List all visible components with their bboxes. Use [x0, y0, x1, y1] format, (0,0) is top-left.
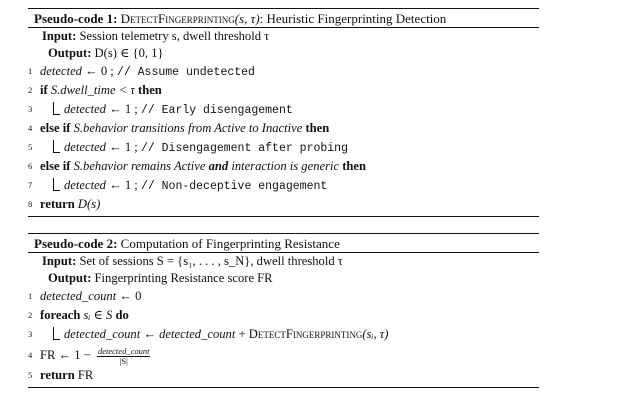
- output-line: Output: D(s) ∈ {0, 1}: [48, 46, 164, 60]
- title-text: Computation of Fingerprinting Resistance: [117, 236, 340, 251]
- algo-label: Pseudo-code 1:: [34, 11, 118, 26]
- line-number: 5: [28, 142, 33, 152]
- code-line-3: 3 detected ← 1 ; // Early disengagement: [28, 102, 293, 117]
- code-line-5: 5 return FR: [28, 366, 539, 385]
- function-name: DetectFingerprinting: [120, 11, 235, 26]
- block-bracket: [53, 140, 60, 153]
- fraction: $\frac{\text{detected\_count}}{|S|}$: [98, 345, 150, 366]
- pseudo-code-2: [28, 233, 539, 388]
- code-line-2: 2 if S.dwell_time < τ then: [28, 81, 539, 100]
- code-comment: // Non-deceptive engagement: [140, 180, 328, 193]
- title-text: : Heuristic Fingerprinting Detection: [259, 11, 447, 26]
- code-line-1: 1 detected ← 0 ; // Assume undetected: [28, 64, 255, 79]
- line-number: 1: [28, 66, 33, 76]
- code-line-3: 3 detected_count ← detected_count + DetectFingerprinting(sᵢ, τ): [28, 325, 539, 344]
- line-number: 4: [28, 123, 33, 133]
- input-line: Input: Session telemetry s, dwell threshold τ: [42, 29, 270, 43]
- bottom-rule: [28, 387, 539, 388]
- code-line-1: 1 detected_count ← 0: [28, 287, 539, 306]
- code-comment: // Assume undetected: [116, 66, 255, 79]
- block-bracket: [53, 327, 60, 340]
- code-line-2: 2 foreach sᵢ ∈ S do: [28, 306, 539, 325]
- code-line-4: 4 FR ← 1 − $\frac{\text{detected\_count}}{|S|}$: [28, 345, 150, 366]
- line-number: 6: [28, 161, 33, 171]
- line-number: 8: [28, 199, 33, 209]
- line-number: 7: [28, 180, 33, 190]
- line-number: 3: [28, 104, 33, 114]
- code-comment: // Early disengagement: [140, 104, 293, 117]
- pseudo-code-1: [28, 8, 539, 217]
- code-line-7: 7 detected ← 1 ; // Non-deceptive engagement: [28, 178, 328, 193]
- block-bracket: [53, 102, 60, 115]
- output-line: Output: Fingerprinting Resistance score FR: [48, 271, 273, 285]
- code-comment: // Disengagement after probing: [140, 142, 348, 155]
- algo-label: Pseudo-code 2:: [34, 236, 118, 251]
- line-number: 5: [28, 370, 33, 380]
- function-args: (s, τ): [234, 11, 260, 26]
- bottom-rule: [28, 216, 539, 217]
- block-bracket: [53, 178, 60, 191]
- code-line-6: 6 else if S.behavior remains Active and interaction is generic then: [28, 157, 539, 176]
- line-number: 1: [28, 291, 33, 301]
- line-number: 2: [28, 310, 33, 320]
- line-number: 4: [28, 350, 33, 360]
- code-line-5: 5 detected ← 1 ; // Disengagement after probing: [28, 140, 348, 155]
- pseudo-code-1-title: [28, 9, 539, 27]
- line-number: 3: [28, 329, 33, 339]
- line-number: 2: [28, 85, 33, 95]
- pseudo-code-2-title: [28, 234, 539, 252]
- code-line-4: 4 else if S.behavior transitions from Active to Inactive then: [28, 119, 539, 138]
- code-line-8: 8 return D(s): [28, 195, 539, 214]
- input-line: Input: Set of sessions S = {s₁, . . . , s_N}, dwell threshold τ: [42, 254, 343, 268]
